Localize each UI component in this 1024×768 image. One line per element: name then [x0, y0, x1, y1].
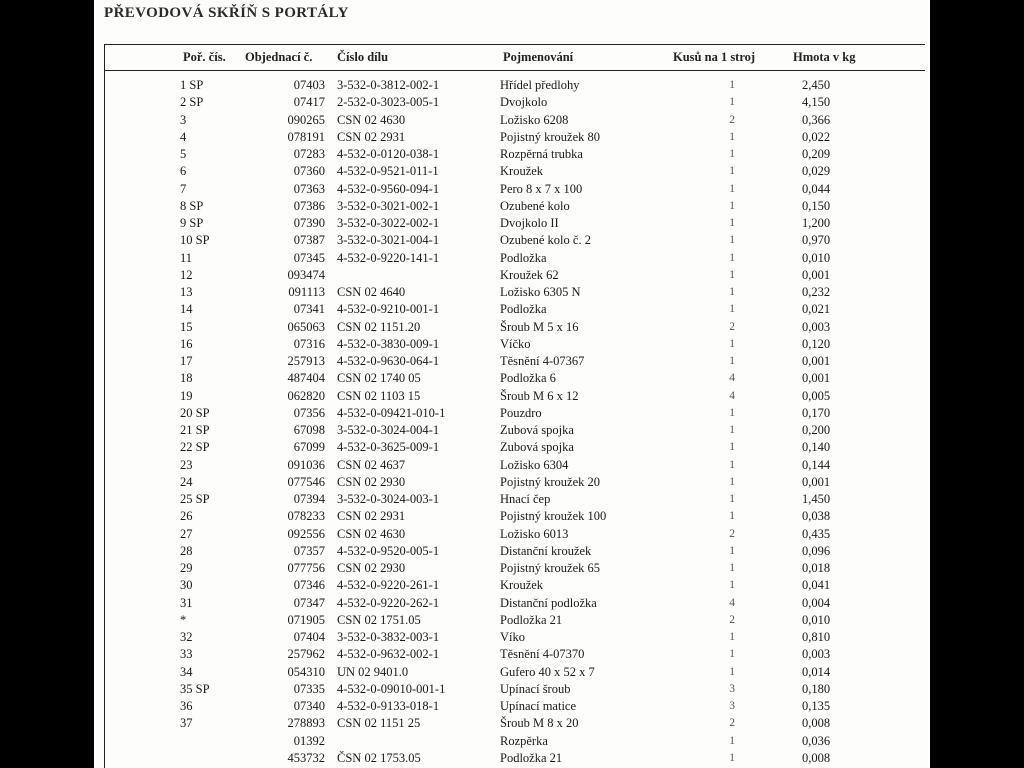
cell-position-number: 15	[180, 319, 193, 334]
cell-quantity: 1	[729, 751, 735, 764]
cell-position-number: 26	[180, 509, 193, 524]
header-part-number: Číslo dílu	[337, 50, 389, 64]
document-page	[94, 0, 930, 768]
cell-order-number: 67098	[293, 423, 325, 437]
table-row	[105, 474, 925, 491]
cell-weight: 0,021	[802, 302, 831, 317]
cell-weight: 0,120	[802, 336, 831, 351]
cell-weight: 1,450	[802, 492, 831, 506]
cell-quantity: 2	[729, 320, 735, 333]
cell-weight: 0,435	[802, 526, 831, 541]
cell-position-number: 33	[180, 647, 193, 662]
table-row	[105, 388, 925, 405]
cell-part-name: Distanční kroužek	[500, 543, 592, 558]
cell-part-name: Pero 8 x 7 x 100	[500, 181, 583, 196]
cell-weight: 0,140	[802, 440, 831, 455]
header-order-number: Objednací č.	[245, 50, 313, 64]
cell-part-name: Hnací čep	[500, 492, 551, 506]
cell-part-number: 3-532-0-3021-002-1	[337, 198, 440, 213]
cell-weight: 0,150	[802, 198, 831, 213]
cell-position-number: 4	[180, 129, 187, 144]
cell-quantity: 1	[729, 475, 735, 488]
cell-weight: 0,170	[802, 405, 831, 420]
cell-part-name: Kroužek	[500, 164, 544, 179]
cell-part-number: 4-532-0-9210-001-1	[337, 302, 440, 317]
cell-weight: 4,150	[802, 95, 831, 110]
cell-order-number: 07316	[293, 336, 325, 351]
cell-order-number: 07356	[293, 405, 325, 420]
cell-order-number: 453732	[287, 750, 325, 765]
table-row	[105, 405, 925, 422]
cell-quantity: 1	[729, 544, 735, 557]
cell-part-name: Rozpěrka	[500, 733, 548, 748]
table-row	[105, 629, 925, 646]
cell-quantity: 1	[729, 286, 735, 298]
cell-part-name: Ložisko 6013	[500, 526, 569, 541]
cell-order-number: 07357	[293, 543, 325, 558]
cell-order-number: 07283	[293, 147, 325, 161]
cell-quantity: 1	[729, 424, 735, 436]
cell-quantity: 1	[729, 130, 735, 143]
cell-position-number: 3	[180, 112, 187, 127]
cell-weight: 0,970	[802, 233, 831, 248]
cell-position-number: 17	[180, 354, 193, 368]
cell-quantity: 1	[729, 355, 735, 367]
cell-part-number: CSN 02 4637	[337, 457, 406, 472]
cell-part-number: 3-532-0-3024-004-1	[337, 423, 440, 437]
cell-quantity: 1	[729, 562, 735, 574]
cell-order-number: 67099	[293, 440, 325, 455]
cell-weight: 0,004	[802, 595, 831, 610]
table-row	[105, 370, 925, 387]
cell-part-number: CSN 02 2930	[337, 561, 406, 575]
cell-part-name: Těsnění 4-07370	[500, 647, 585, 662]
cell-weight: 0,036	[802, 733, 831, 748]
cell-part-name: Šroub M 6 x 12	[500, 388, 579, 403]
cell-order-number: 257913	[287, 354, 325, 368]
cell-part-number: CSN 02 2930	[337, 474, 406, 489]
cell-order-number: 07363	[293, 181, 325, 196]
cell-part-number: 4-532-0-9220-261-1	[337, 578, 440, 593]
cell-quantity: 1	[729, 665, 735, 678]
cell-position-number: 30	[180, 578, 193, 593]
cell-position-number: 35 SP	[180, 681, 210, 696]
table-row	[105, 526, 925, 543]
cell-weight: 0,010	[802, 612, 831, 627]
header-position-number: Poř. čís.	[183, 50, 226, 64]
cell-position-number: 12	[180, 267, 193, 282]
cell-part-name: Kroužek 62	[500, 267, 559, 282]
cell-position-number: 14	[180, 302, 193, 317]
cell-weight: 2,450	[802, 78, 831, 92]
cell-quantity: 1	[729, 96, 735, 109]
cell-position-number: 29	[180, 561, 193, 575]
cell-position-number: 1 SP	[180, 78, 204, 92]
table-row	[105, 284, 925, 301]
cell-quantity: 1	[729, 165, 735, 178]
cell-part-name: Víčko	[500, 336, 531, 351]
cell-part-name: Těsnění 4-07367	[500, 354, 585, 368]
table-row	[105, 491, 925, 508]
parts-table	[104, 44, 925, 768]
cell-order-number: 071905	[287, 612, 325, 627]
cell-part-number: CSN 02 4640	[337, 285, 406, 299]
cell-weight: 0,003	[802, 647, 831, 662]
cell-order-number: 01392	[293, 733, 325, 748]
cell-part-name: Ložisko 6304	[500, 457, 569, 472]
cell-position-number: 31	[180, 595, 193, 610]
cell-part-name: Distanční podložka	[500, 595, 597, 610]
header-weight: Hmota v kg	[793, 50, 856, 64]
cell-quantity: 1	[729, 251, 735, 264]
cell-order-number: 065063	[287, 319, 325, 334]
cell-position-number: 16	[180, 336, 193, 351]
table-row	[105, 336, 925, 353]
cell-quantity: 1	[729, 406, 735, 419]
cell-weight: 0,008	[802, 750, 831, 765]
cell-position-number: 28	[180, 543, 193, 558]
cell-quantity: 1	[729, 579, 735, 592]
cell-quantity: 4	[729, 389, 735, 402]
cell-quantity: 4	[729, 372, 735, 385]
cell-part-number: 4-532-0-3625-009-1	[337, 440, 440, 455]
document-title: PŘEVODOVÁ SKŘÍŇ S PORTÁLY	[104, 5, 349, 21]
table-row	[105, 595, 925, 612]
cell-order-number: 077756	[287, 561, 325, 575]
cell-weight: 0,005	[802, 388, 831, 403]
cell-position-number: 6	[180, 164, 187, 179]
cell-order-number: 07386	[293, 198, 325, 213]
cell-part-name: Pojistný kroužek 100	[500, 509, 607, 524]
cell-part-name: Ložisko 6305 N	[500, 285, 581, 299]
table-row	[105, 215, 925, 232]
table-row	[105, 664, 925, 681]
cell-part-number: 4-532-0-09421-010-1	[337, 405, 446, 420]
cell-order-number: 07340	[293, 699, 325, 713]
cell-quantity: 1	[729, 303, 735, 316]
cell-quantity: 1	[729, 182, 735, 195]
table-row	[105, 163, 925, 180]
cell-part-name: Podložka 21	[500, 750, 563, 765]
cell-position-number: 32	[180, 630, 193, 644]
cell-weight: 0,044	[802, 181, 831, 196]
cell-part-number: 3-532-0-3812-002-1	[337, 78, 440, 92]
cell-part-name: Pouzdro	[500, 405, 542, 420]
cell-part-name: Podložka	[500, 250, 547, 265]
cell-order-number: 07347	[293, 595, 325, 610]
cell-quantity: 1	[729, 493, 735, 505]
cell-order-number: 07346	[293, 578, 325, 593]
cell-weight: 0,810	[802, 630, 831, 644]
header-quantity: Kusů na 1 stroj	[673, 50, 756, 64]
cell-weight: 0,001	[802, 267, 831, 282]
cell-quantity: 1	[729, 199, 735, 212]
cell-part-name: Pojistný kroužek 20	[500, 474, 600, 489]
cell-part-name: Pojistný kroužek 65	[500, 561, 600, 575]
cell-quantity: 1	[729, 441, 735, 454]
cell-position-number: 2 SP	[180, 95, 204, 110]
cell-quantity: 2	[729, 527, 735, 540]
cell-weight: 0,010	[802, 250, 831, 265]
cell-weight: 0,029	[802, 164, 831, 179]
cell-part-number: 3-532-0-3021-004-1	[337, 233, 440, 248]
cell-part-number: 4-532-0-9521-011-1	[337, 164, 439, 179]
cell-quantity: 3	[729, 682, 735, 695]
cell-order-number: 07345	[293, 250, 325, 265]
cell-quantity: 1	[729, 148, 735, 160]
cell-order-number: 093474	[287, 267, 325, 282]
cell-part-number: CSN 02 2931	[337, 129, 406, 144]
cell-part-number: ČSN 02 1753.05	[337, 750, 421, 765]
table-row	[105, 319, 925, 336]
cell-quantity: 1	[729, 268, 735, 281]
cell-weight: 0,001	[802, 354, 831, 368]
cell-part-number: 4-532-0-9520-005-1	[337, 543, 440, 558]
cell-part-number: 3-532-0-3022-002-1	[337, 216, 440, 230]
table-row	[105, 267, 925, 284]
cell-part-number: 4-532-0-9133-018-1	[337, 699, 440, 713]
cell-part-name: Dvojkolo II	[500, 216, 559, 230]
cell-position-number: 27	[180, 526, 193, 541]
cell-position-number: *	[180, 612, 187, 627]
table-header	[105, 45, 925, 71]
cell-weight: 0,014	[802, 664, 831, 679]
cell-part-number: CSN 02 1151 25	[337, 716, 421, 731]
table-row	[105, 560, 925, 577]
cell-part-number: CSN 02 2931	[337, 509, 406, 524]
table-row	[105, 77, 925, 94]
cell-part-number: 4-532-0-9632-002-1	[337, 647, 440, 662]
cell-order-number: 091036	[287, 457, 325, 472]
table-row	[105, 422, 925, 439]
cell-part-name: Podložka 6	[500, 371, 556, 386]
cell-weight: 0,144	[802, 457, 831, 472]
cell-order-number: 090265	[287, 112, 325, 127]
table-row	[105, 439, 925, 456]
cell-part-number: 2-532-0-3023-005-1	[337, 95, 440, 110]
cell-weight: 0,001	[802, 474, 831, 489]
table-row	[105, 646, 925, 663]
cell-position-number: 10 SP	[180, 233, 210, 248]
cell-position-number: 36	[180, 699, 193, 713]
table-row	[105, 715, 925, 732]
cell-weight: 0,001	[802, 371, 831, 386]
cell-part-name: Pojistný kroužek 80	[500, 129, 600, 144]
cell-order-number: 487404	[287, 371, 325, 386]
table-row	[105, 232, 925, 249]
cell-part-number: CSN 02 1751.05	[337, 612, 421, 627]
table-row	[105, 612, 925, 629]
table-row	[105, 353, 925, 370]
cell-order-number: 07394	[293, 492, 325, 506]
cell-part-name: Kroužek	[500, 578, 544, 593]
cell-weight: 0,209	[802, 147, 831, 161]
cell-position-number: 20 SP	[180, 405, 210, 420]
cell-part-number: 4-532-0-9630-064-1	[337, 354, 440, 368]
cell-part-number: 4-532-0-9560-094-1	[337, 181, 440, 196]
cell-position-number: 25 SP	[180, 492, 210, 506]
cell-position-number: 11	[180, 250, 193, 265]
cell-quantity: 2	[729, 113, 735, 126]
cell-weight: 0,018	[802, 561, 831, 575]
cell-order-number: 07341	[293, 302, 325, 317]
cell-position-number: 9 SP	[180, 216, 204, 230]
cell-order-number: 07404	[293, 630, 325, 644]
cell-weight: 0,008	[802, 716, 831, 731]
table-row	[105, 250, 925, 267]
cell-quantity: 1	[729, 631, 735, 643]
cell-part-name: Ložisko 6208	[500, 112, 569, 127]
cell-order-number: 092556	[287, 526, 325, 541]
cell-position-number: 7	[180, 181, 187, 196]
cell-position-number: 5	[180, 147, 187, 161]
cell-part-name: Šroub M 5 x 16	[500, 319, 579, 334]
cell-order-number: 278893	[287, 716, 325, 731]
cell-part-name: Zubová spojka	[500, 423, 574, 437]
cell-part-number: 3-532-0-3024-003-1	[337, 492, 440, 506]
cell-weight: 0,003	[802, 319, 831, 334]
cell-part-number: 4-532-0-9220-262-1	[337, 595, 440, 610]
table-row	[105, 301, 925, 318]
cell-quantity: 1	[729, 234, 735, 247]
cell-position-number: 37	[180, 716, 193, 731]
cell-position-number: 8 SP	[180, 198, 204, 213]
cell-part-number: CSN 02 1151.20	[337, 319, 421, 334]
cell-order-number: 07417	[293, 95, 325, 110]
cell-weight: 0,232	[802, 285, 831, 299]
cell-weight: 0,135	[802, 699, 831, 713]
cell-part-name: Upínací šroub	[500, 681, 571, 696]
cell-part-number: 4-532-0-9220-141-1	[337, 250, 440, 265]
cell-part-name: Šroub M 8 x 20	[500, 716, 579, 731]
cell-weight: 0,180	[802, 681, 831, 696]
cell-position-number: 23	[180, 457, 193, 472]
cell-order-number: 091113	[288, 285, 325, 299]
cell-quantity: 3	[729, 700, 735, 712]
cell-order-number: 054310	[287, 664, 325, 679]
cell-order-number: 078233	[287, 509, 325, 524]
cell-quantity: 1	[729, 458, 735, 471]
cell-part-name: Hřídel předlohy	[500, 78, 580, 92]
cell-part-number: UN 02 9401.0	[337, 664, 409, 679]
cell-order-number: 07390	[293, 216, 325, 230]
cell-quantity: 1	[729, 217, 735, 229]
cell-part-name: Dvojkolo	[500, 95, 548, 110]
cell-part-name: Zubová spojka	[500, 440, 574, 455]
cell-order-number: 07403	[293, 78, 325, 92]
cell-part-name: Podložka 21	[500, 612, 563, 627]
cell-quantity: 2	[729, 613, 735, 626]
cell-position-number: 13	[180, 285, 193, 299]
cell-part-name: Ozubené kolo č. 2	[500, 233, 591, 248]
cell-part-name: Gufero 40 x 52 x 7	[500, 664, 595, 679]
cell-order-number: 07387	[293, 233, 325, 248]
cell-weight: 1,200	[802, 216, 831, 230]
table-row	[105, 750, 925, 767]
table-body	[105, 77, 925, 767]
cell-order-number: 07360	[293, 164, 325, 179]
cell-quantity: 2	[729, 717, 735, 730]
table-row	[105, 181, 925, 198]
table-row	[105, 577, 925, 594]
table-row	[105, 457, 925, 474]
cell-weight: 0,096	[802, 543, 831, 558]
cell-position-number: 19	[180, 388, 193, 403]
cell-part-name: Ozubené kolo	[500, 198, 570, 213]
cell-part-number: CSN 02 1103 15	[337, 388, 421, 403]
cell-position-number: 18	[180, 371, 193, 386]
table-row	[105, 508, 925, 525]
cell-part-number: CSN 02 4630	[337, 526, 406, 541]
table-row	[105, 698, 925, 715]
table-row	[105, 681, 925, 698]
cell-part-name: Podložka	[500, 302, 547, 317]
cell-quantity: 1	[729, 79, 735, 91]
table-row	[105, 112, 925, 129]
cell-part-name: Rozpěrná trubka	[500, 147, 583, 161]
cell-order-number: 257962	[287, 647, 325, 662]
cell-part-number: 3-532-0-3832-003-1	[337, 630, 440, 644]
cell-quantity: 1	[729, 337, 735, 350]
cell-weight: 0,366	[802, 112, 831, 127]
cell-position-number: 34	[180, 664, 193, 679]
cell-part-name: Upínací matice	[500, 699, 577, 713]
cell-quantity: 4	[729, 596, 735, 609]
cell-position-number: 21 SP	[180, 423, 210, 437]
cell-quantity: 1	[729, 510, 735, 523]
cell-order-number: 077546	[287, 474, 325, 489]
table-row	[105, 543, 925, 560]
cell-position-number: 24	[180, 474, 193, 489]
table-row	[105, 198, 925, 215]
cell-quantity: 1	[729, 648, 735, 661]
cell-weight: 0,038	[802, 509, 831, 524]
cell-order-number: 062820	[287, 388, 325, 403]
cell-order-number: 078191	[287, 129, 325, 144]
cell-part-number: 4-532-0-0120-038-1	[337, 147, 440, 161]
cell-weight: 0,200	[802, 423, 831, 437]
table-row	[105, 146, 925, 163]
cell-part-name: Víko	[500, 630, 525, 644]
cell-part-number: CSN 02 1740 05	[337, 371, 421, 386]
table-row	[105, 129, 925, 146]
cell-part-number: CSN 02 4630	[337, 112, 406, 127]
cell-quantity: 1	[729, 734, 735, 747]
table-row	[105, 94, 925, 111]
cell-part-number: 4-532-0-09010-001-1	[337, 681, 446, 696]
cell-part-number: 4-532-0-3830-009-1	[337, 336, 440, 351]
cell-order-number: 07335	[293, 681, 325, 696]
table-row	[105, 733, 925, 750]
cell-position-number: 22 SP	[180, 440, 210, 455]
cell-weight: 0,041	[802, 578, 831, 593]
header-part-name: Pojmenování	[503, 50, 574, 64]
cell-weight: 0,022	[802, 129, 831, 144]
